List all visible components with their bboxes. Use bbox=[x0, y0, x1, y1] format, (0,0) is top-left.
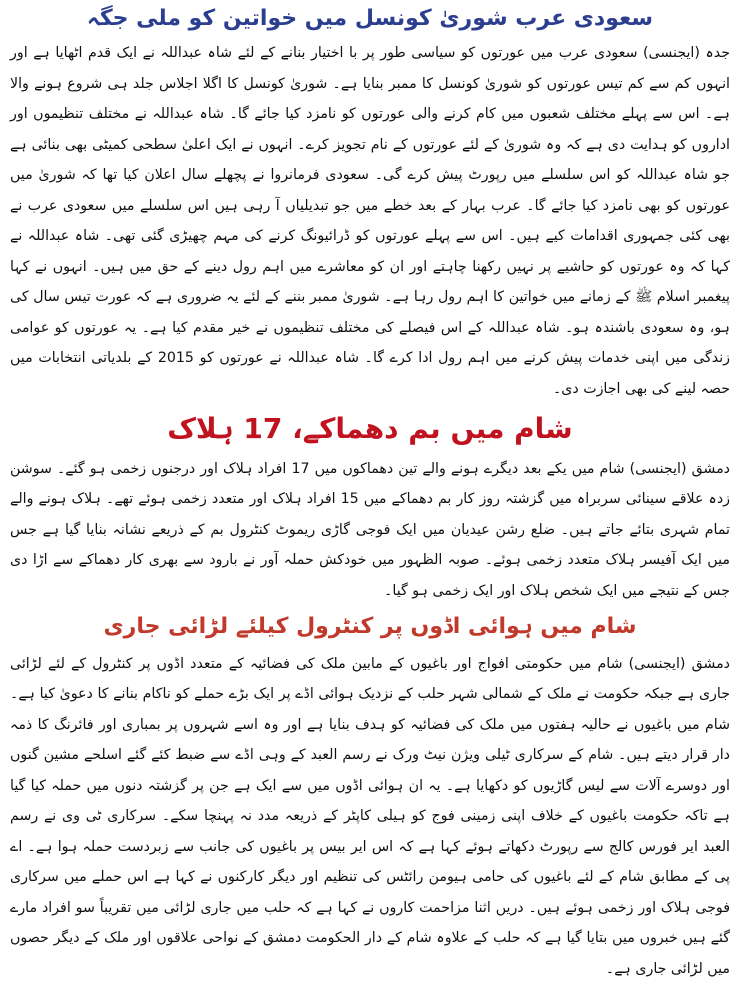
article-syria-blasts bbox=[10, 404, 730, 606]
article-body: دمشق (ایجنسی) شام میں یکے بعد دیگرے ہونے والے تین دھماکوں میں 17 افراد ہلاک اور درجنوں زخمی ہو گئے۔ سوشن زدہ علاقے سینائی سربراہ میں گزشتہ روز کار بم دھماکے میں 15 افراد ہلاک اور متعدد زخمی ہوئے تھے۔ ہلاک ہونے والے تمام شہری بتائے جاتے ہیں۔ ضلع رشن عیدیان میں ایک فوجی گاڑی ریموٹ کنٹرول بم کے ذریعے نشانہ بنایا گیا ہے جس میں ایک آفیسر ہلاک متعدد زخمی ہوئے۔ صوبہ الظہور میں خودکش حملہ آور نے بارود سے بھری کار دھماکے سے اڑا دی جس کے نتیجے میں ایک شخص ہلاک اور ایک زخمی ہو گیا۔ bbox=[10, 460, 730, 599]
article-headline: شام میں بم دھماکے، 17 ہلاک bbox=[167, 412, 573, 446]
article-headline: شام میں ہوائی اڈوں پر کنٹرول کیلئے لڑائی جاری bbox=[103, 614, 637, 640]
article-syria-airbases bbox=[10, 606, 730, 984]
article-saudi-shura bbox=[10, 4, 730, 404]
article-body: جدہ (ایجنسی) سعودی عرب میں عورتوں کو سیاسی طور پر با اختیار بنانے کے لئے شاہ عبداللہ نے ایک قدم اٹھایا ہے اور انہوں کم سے کم تیس عورتوں کو شوریٰ کونسل کا ممبر بنایا ہے۔ شوریٰ کونسل کا اگلا اجلاس جلد ہی شروع ہونے والا ہے۔ اس سے پہلے مختلف شعبوں میں کام کرنے والی عورتوں کو نامزد کیا جائے گا۔ شاہ عبداللہ نے مختلف تنظیموں اور اداروں کو ہدایت دی ہے کہ وہ شوریٰ کے لئے عورتوں کے نام تجویز کرے۔ انہوں نے ایک اعلیٰ سطحی کمیٹی بھی بنائی ہے جو شاہ عبداللہ کو اس سلسلے میں رپورٹ پیش کرے گی۔ سعودی فرمانروا نے پچھلے سال اعلان کیا تھا کہ شوریٰ میں عورتوں کو بھی نامزد کیا جائے گا۔ عرب بہار کے بعد خطے میں جو تبدیلیاں آ رہی ہیں اس سلسلے میں سعودی عرب نے بھی کئی جمہوری اقدامات کیے ہیں۔ اس سے پہلے عورتوں کو ڈرائیونگ کرنے کی مہم چھیڑی گئی تھی۔ شاہ عبداللہ نے کہا کہ وہ عورتوں کو حاشیے پر نہیں رکھنا چاہتے اور ان کو معاشرے میں اہم رول دینے کے حق میں ہیں۔ انہوں نے کہا پیغمبر اسلام ﷺ کے زمانے میں خواتین کا اہم رول رہا ہے۔ شوریٰ ممبر بننے کے لئے یہ ضروری ہے کہ عورت تیس سال کی ہو، وہ سعودی باشندہ ہو۔ شاہ عبداللہ کے اس فیصلے کی مختلف تنظیموں نے خیر مقدم کیا ہے۔ یہ عورتوں کو عوامی زندگی میں اپنی خدمات پیش کرنے میں اہم رول ادا کرے گا۔ شاہ عبداللہ نے عورتوں کو 2015 کے بلدیاتی انتخابات میں حصہ لینے کی بھی اجازت دی۔ bbox=[10, 45, 730, 397]
article-body: دمشق (ایجنسی) شام میں حکومتی افواج اور باغیوں کے مابین ملک کی فضائیہ کے متعدد اڈوں پر کنٹرول کے لئے لڑائی جاری ہے جبکہ حکومت نے ملک کے شمالی شہر حلب کے نزدیک ہوائی اڈے پر ایک بڑے حملے کو ناکام بنانے کا دعویٰ کیا ہے۔ شام میں باغیوں نے حالیہ ہفتوں میں ملک کی فضائیہ کو ہدف بنایا ہے اور وہ اسے شہروں پر بمباری اور فائرنگ کا ذمہ دار قرار دیتے ہیں۔ شام کے سرکاری ٹیلی ویژن نیٹ ورک نے رسم العبد کے وہی اڈے سے ضبط کئے گئے اسلحے مشین گنوں اور دوسرے آلات سے لیس گاڑیوں کو دکھایا ہے۔ یہ ان ہوائی اڈوں میں سے ایک ہے جن پر گزشتہ دنوں میں حملہ کیا گیا ہے تاکہ حکومت باغیوں کے خلاف اپنی زمینی فوج کو ہیلی کاپٹر کے ذریعہ مدد نہ پہنچا سکے۔ سرکاری ٹی وی نے رسم العبد ایر فورس کالج سے رپورٹ دکھاتے ہوئے کہا ہے کہ اس ایر بیس پر باغیوں کی جانب سے زبردست حملہ ہوا ہے۔ اے پی کے مطابق شام کے لئے باغیوں کی حامی ہیومن رائٹس کی تنظیم اور دیگر کارکنوں نے کہا ہے اس حملے میں سرکاری فوجی ہلاک اور زخمی ہوئے ہیں۔ دریں اثنا مزاحمت کاروں نے کہا ہے کہ حلب میں جاری لڑائی میں تقریباً سو افراد مارے گئے ہیں خبروں میں بتایا گیا ہے کہ حلب کے علاوہ شام کے دار الحکومت دمشق کے نواحی علاقوں اور ملک کے دیگر حصوں میں لڑائی جاری ہے۔ bbox=[10, 655, 730, 977]
article-headline: سعودی عرب شوریٰ کونسل میں خواتین کو ملی جگہ bbox=[86, 6, 654, 31]
